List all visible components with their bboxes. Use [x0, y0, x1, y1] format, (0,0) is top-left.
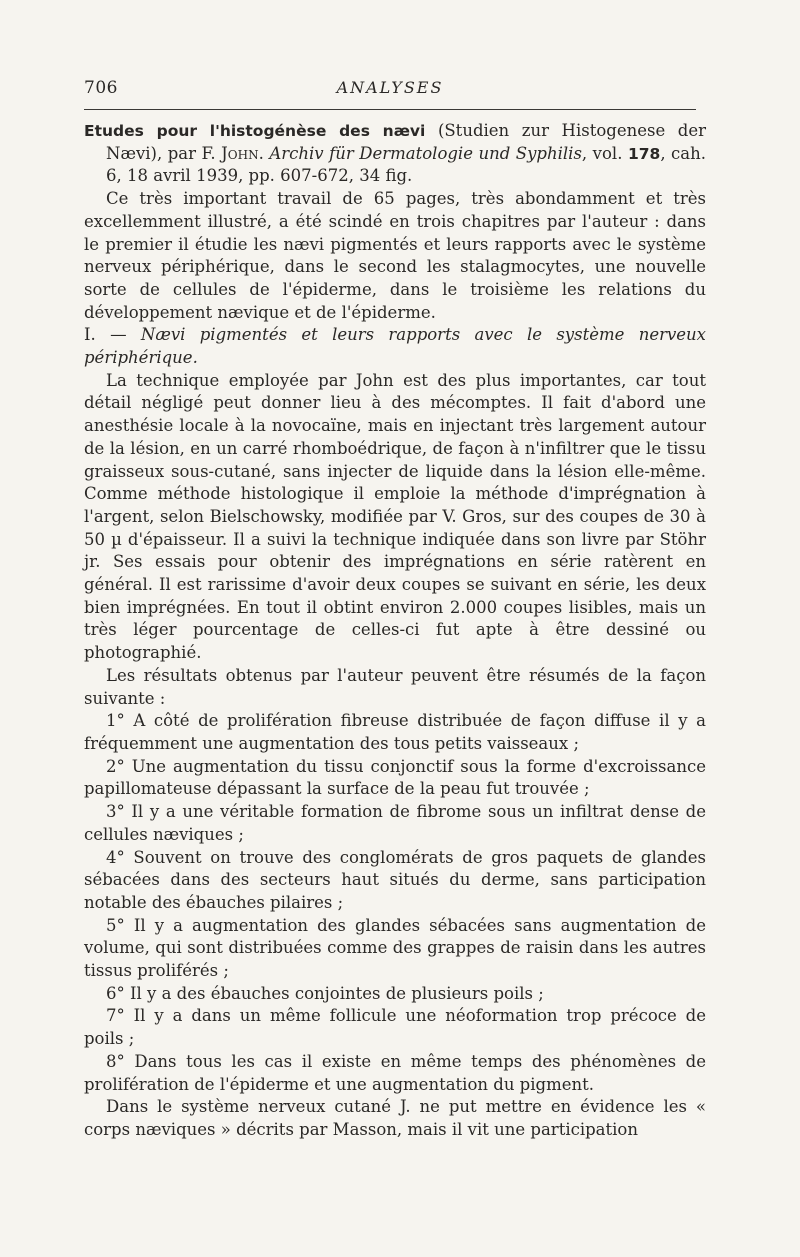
list-item: 6° Il y a des ébauches conjointes de plusieurs poils ; — [106, 983, 544, 1003]
header-rule — [84, 109, 696, 110]
list-item: 5° Il y a augmentation des glandes sébacées sans augmentation de volume, qui sont distribuées comme des grappes de raisin dans les autres tissus proliférés ; — [84, 915, 706, 981]
list-item: 2° Une augmentation du tissu conjonctif sous la forme d'excroissance papillomateuse dépassant la surface de la peau fut trouvée ; — [84, 756, 706, 799]
section-number: I. — — [84, 325, 141, 345]
author-name: John — [221, 143, 259, 163]
original-title: (Studien zur Histogenese der Nævi), — [106, 121, 707, 163]
paragraph-technique: La technique employée par John est des plus importantes, car tout détail négligé peut donner lieu à des mécomptes. Il fait d'abord une anesthésie locale à la novocaïne, mais en injectant très largement autour de la lésion, en un carré rhomboédrique, de façon à n'infiltrer que le tissu graisseux sous-cutané, sans injecter de liquide dans la lésion elle-même. Comme méthode histologique il emploie la méthode d'imprégnation à l'argent, selon Bielschowsky, modifiée par V. Gros, sur des coupes de 30 à 50 µ d'épaisseur. Il a suivi la technique indiquée dans son livre par Stöhr jr. Ses essais pour obtenir des imprégnations en série ratèrent en général. Il est rarissime d'avoir deux coupes se suivant en série, les deux bien imprégnées. En tout il obtint environ 2.000 coupes lisibles, mais un très léger pourcentage de celles-ci fut apte à être dessiné ou photographié. — [84, 370, 706, 663]
paragraph-results-intro: Les résultats obtenus par l'auteur peuvent être résumés de la façon suivante : — [84, 665, 706, 708]
citation — [84, 120, 706, 188]
page-header — [84, 78, 696, 102]
paragraph-intro: Ce très important travail de 65 pages, très abondamment et très excellemment illustré, a été scindé en trois chapitres par l'auteur : dans le premier il étudie les nævi pigmentés et leurs rapports avec le système nerveux périphérique, dans le second les stalagmocytes, une nouvelle sorte de cellules de l'épiderme, dans le troisième les relations du développement nævique et de l'épiderme. — [84, 189, 706, 322]
citation-details: , cah. 6, 18 avril 1939, pp. 607-672, 34 fig. — [106, 143, 707, 186]
citation-sep: . — [258, 143, 270, 163]
list-item: 7° Il y a dans un même follicule une néoformation trop précoce de poils ; — [84, 1006, 706, 1049]
journal-name: Archiv für Dermatologie und Syphilis — [269, 143, 582, 163]
article-title: Etudes pour l'histogénèse des nævi — [84, 122, 426, 140]
running-title: ANALYSES — [336, 78, 444, 97]
paragraph-nervous-system: Dans le système nerveux cutané J. ne put mettre en évidence les « corps næviques » décrits par Masson, mais il vit une participation — [84, 1097, 706, 1139]
list-item: 4° Souvent on trouve des conglomérats de gros paquets de glandes sébacées dans des secteurs haut situés du derme, sans participation notable des ébauches pilaires ; — [84, 847, 706, 912]
page-number: 706 — [84, 78, 118, 98]
citation-vol-pre: , vol. — [581, 143, 628, 163]
citation-by: par F. — [167, 143, 222, 163]
list-item: 3° Il y a une véritable formation de fibrome sous un infiltrat dense de cellules næviques ; — [84, 802, 706, 844]
section-title: Nævi pigmentés et leurs rapports avec le système nerveux périphérique. — [84, 325, 706, 368]
list-item: 8° Dans tous les cas il existe en même temps des phénomènes de prolifération de l'épiderme et une augmentation du pigment. — [84, 1051, 706, 1094]
volume-number: 178 — [627, 144, 661, 163]
section-heading — [84, 324, 706, 369]
article-body — [84, 120, 706, 1142]
list-item: 1° A côté de prolifération fibreuse distribuée de façon diffuse il y a fréquemment une augmentation des tous petits vaisseaux ; — [84, 711, 706, 753]
